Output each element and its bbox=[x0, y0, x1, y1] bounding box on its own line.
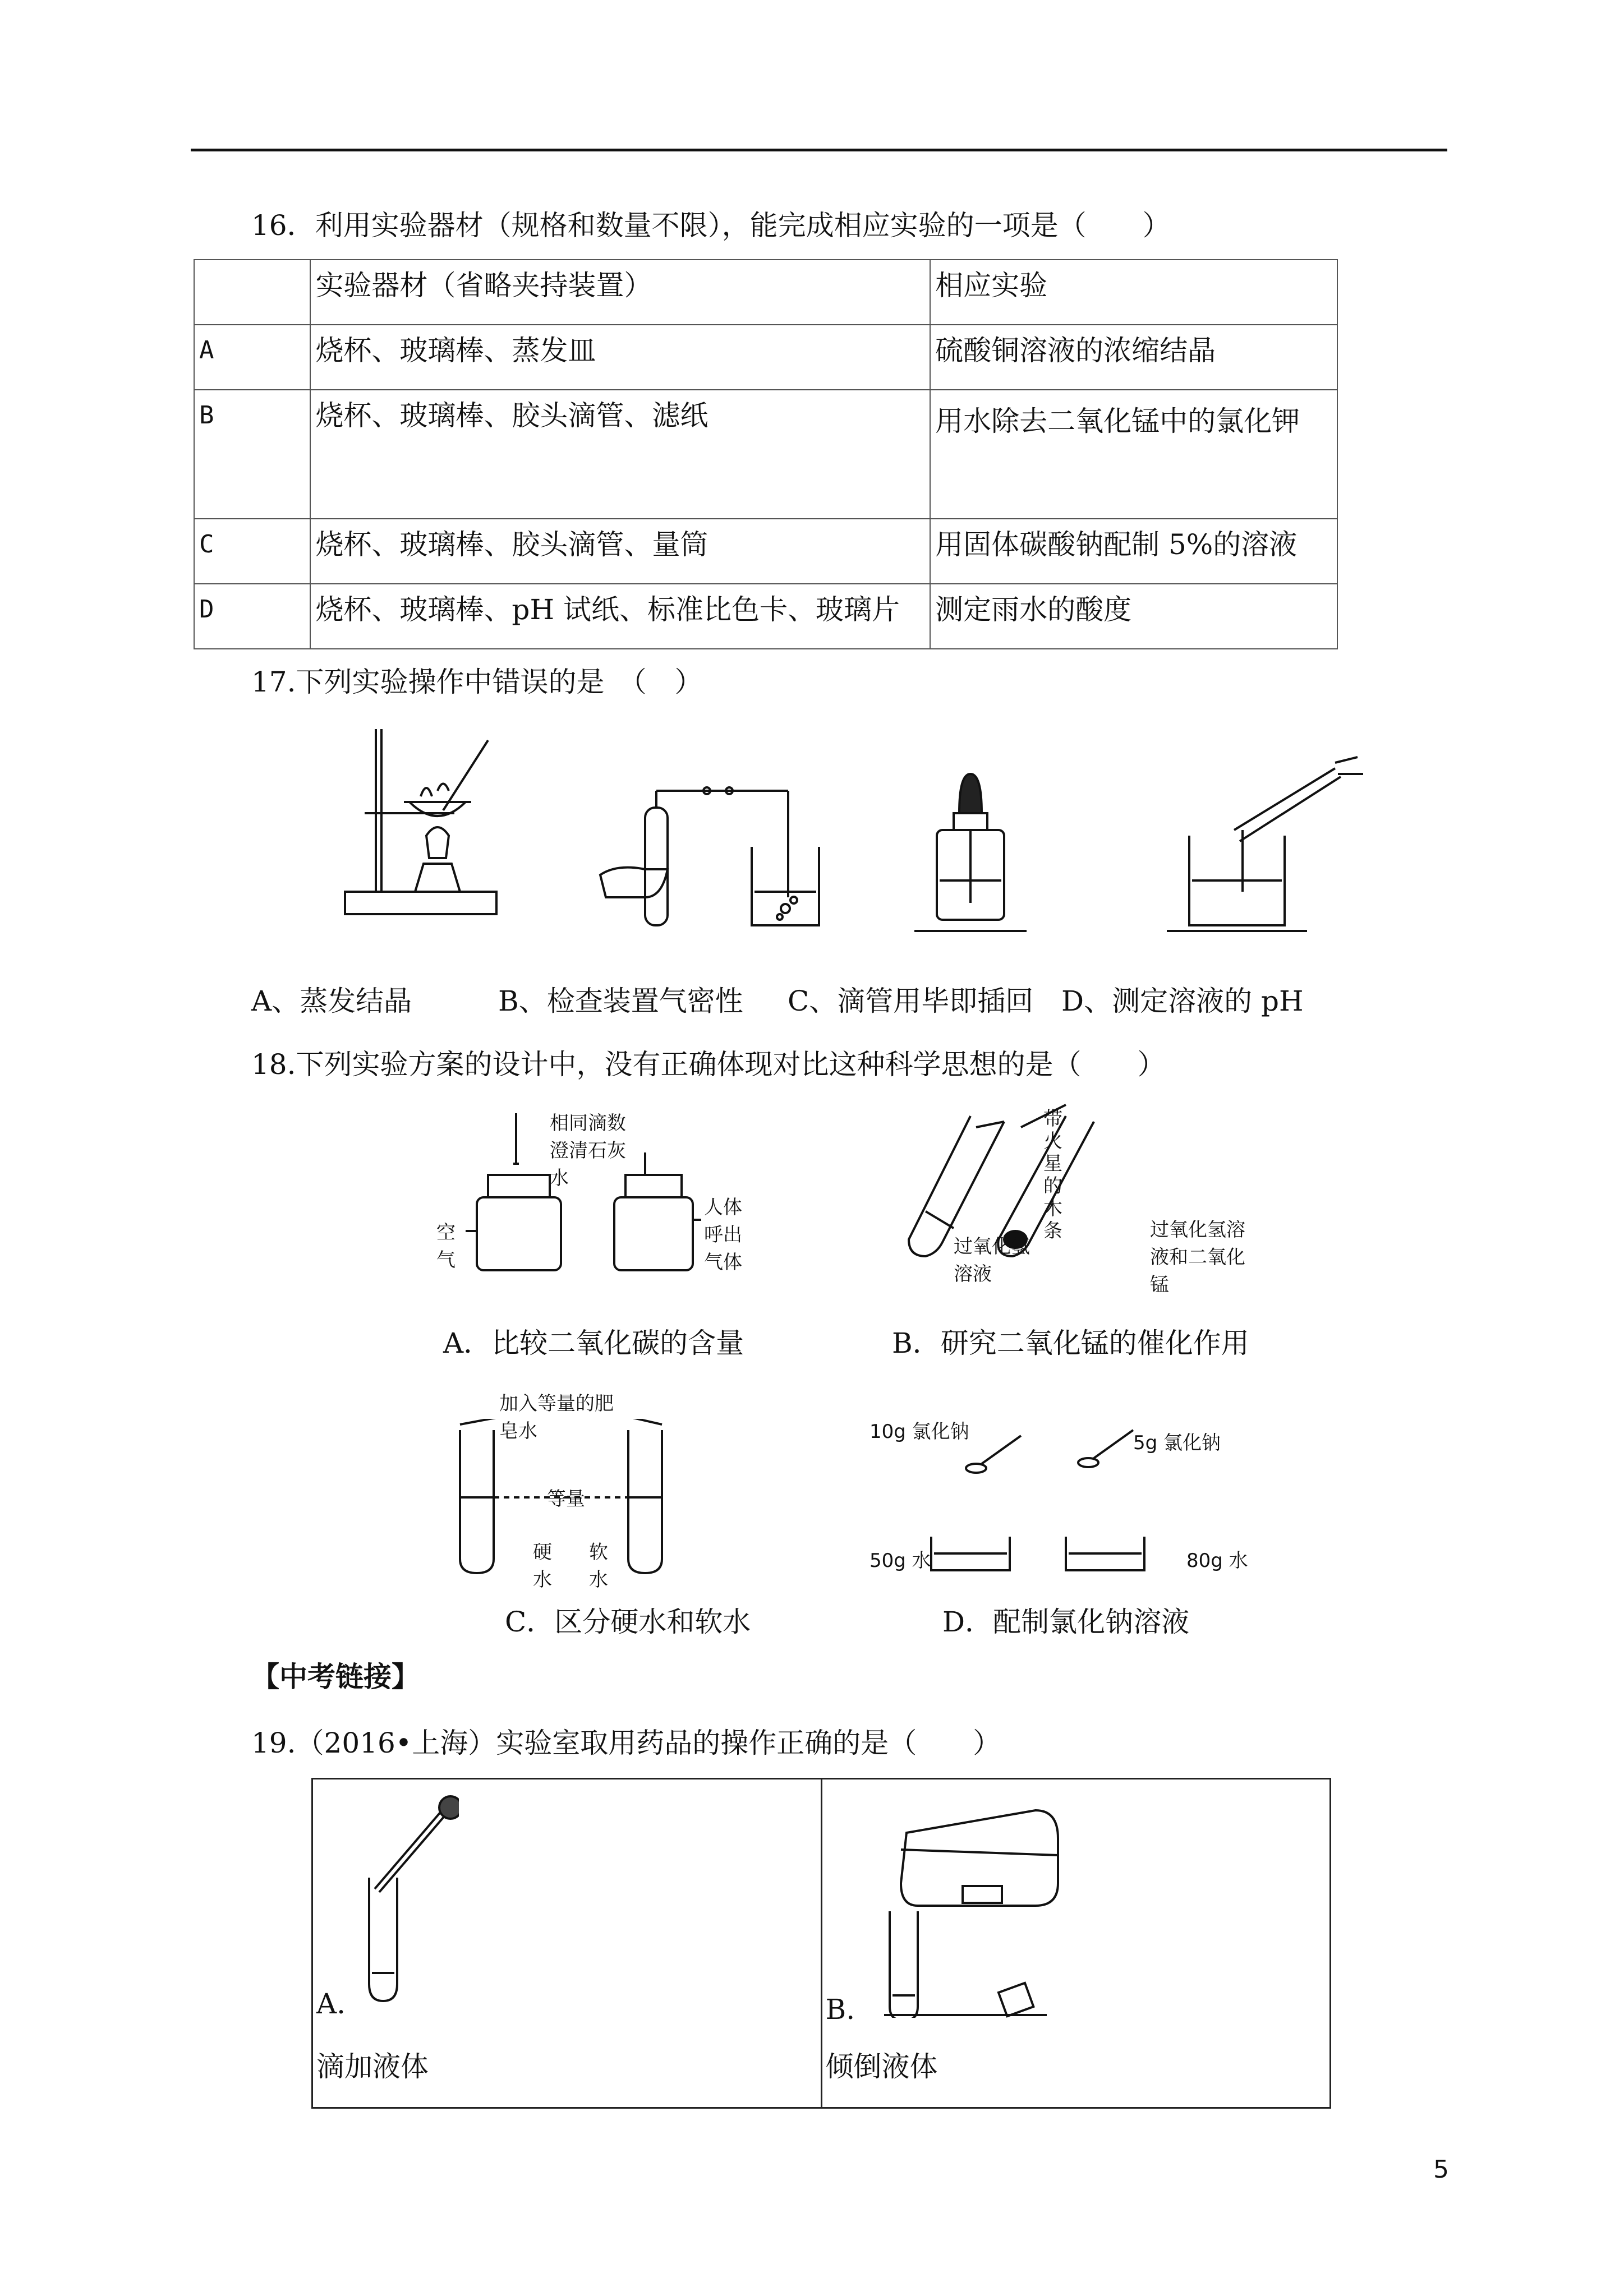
equipment-cell: 烧杯、玻璃棒、胶头滴管、量筒 bbox=[310, 519, 930, 584]
experiment-cell: 测定雨水的酸度 bbox=[930, 584, 1337, 649]
experiment-cell: 硫酸铜溶液的浓缩结晶 bbox=[930, 325, 1337, 390]
q16-question: 16．利用实验器材（规格和数量不限），能完成相应实验的一项是（ ） bbox=[251, 209, 1171, 242]
q19-cell-b bbox=[821, 1779, 1331, 2108]
q17-option-b: B、检查装置气密性 bbox=[498, 985, 743, 1017]
soft-water-label: 软水 bbox=[589, 1541, 608, 1591]
hard-water-label: 硬水 bbox=[533, 1541, 552, 1591]
experiment-cell: 用固体碳酸钠配制 5%的溶液 bbox=[930, 519, 1337, 584]
table-header-exp: 相应实验 bbox=[930, 260, 1337, 325]
equipment-cell: 烧杯、玻璃棒、胶头滴管、滤纸 bbox=[310, 390, 930, 519]
q17-option-d: D、测定溶液的 pH bbox=[1061, 985, 1304, 1017]
table-row bbox=[194, 390, 1337, 519]
table-header-row bbox=[194, 260, 1337, 325]
glowing-splint-label: 带火星的木条 bbox=[1043, 1108, 1062, 1242]
q19-table bbox=[311, 1778, 1331, 2109]
h2o2-label: 过氧化氢溶液 bbox=[954, 1235, 1030, 1285]
q17-question: 17.下列实验操作中错误的是 （ ） bbox=[251, 666, 703, 698]
page-number: 5 bbox=[1433, 2155, 1449, 2184]
table-row bbox=[194, 519, 1337, 584]
lime-water-label: 相同滴数澄清石灰水 bbox=[550, 1112, 626, 1190]
water-50g-label: 50g 水 bbox=[869, 1550, 931, 1572]
evaporation-apparatus-figure bbox=[342, 723, 505, 937]
air-label: 空气 bbox=[436, 1221, 456, 1271]
q16-table bbox=[194, 259, 1338, 649]
experiment-cell: 用水除去二氧化锰中的氯化钾 bbox=[930, 390, 1337, 519]
q18-option-a: A．比较二氧化碳的含量 bbox=[443, 1327, 744, 1359]
option-letter: A bbox=[194, 325, 310, 390]
q17-option-a: A、蒸发结晶 bbox=[251, 985, 412, 1017]
option-letter: D bbox=[194, 584, 310, 649]
q17-option-c: C、滴管用毕即插回 bbox=[788, 985, 1034, 1017]
airtightness-check-figure bbox=[595, 785, 830, 937]
exhaled-air-label: 人体呼出气体 bbox=[704, 1196, 742, 1274]
q19-cell-a bbox=[312, 1779, 822, 2108]
equipment-cell: 烧杯、玻璃棒、蒸发皿 bbox=[310, 325, 930, 390]
pouring-liquid-figure bbox=[867, 1794, 1069, 2018]
q19-option-b-letter: B. bbox=[825, 1993, 855, 2026]
option-letter: C bbox=[194, 519, 310, 584]
table-cell bbox=[194, 260, 310, 325]
q19-option-b-caption: 倾倒液体 bbox=[825, 2050, 938, 2083]
table-header-equip: 实验器材（省略夹持装置） bbox=[310, 260, 930, 325]
table-row bbox=[194, 325, 1337, 390]
q18-question: 18.下列实验方案的设计中，没有正确体现对比这种科学思想的是（ ） bbox=[251, 1048, 1166, 1081]
nacl-10g-label: 10g 氯化钠 bbox=[869, 1421, 969, 1443]
exam-link-title: 【中考链接】 bbox=[251, 1660, 420, 1693]
q19-option-a-letter: A. bbox=[316, 1988, 346, 2020]
equal-amount-label: 等量 bbox=[547, 1488, 585, 1510]
q18-option-c: C．区分硬水和软水 bbox=[505, 1606, 751, 1638]
q19-question: 19.（2016•上海）实验室取用药品的操作正确的是（ ） bbox=[251, 1727, 1001, 1759]
nacl-5g-label: 5g 氯化钠 bbox=[1133, 1432, 1221, 1454]
equipment-cell: 烧杯、玻璃棒、pH 试纸、标准比色卡、玻璃片 bbox=[310, 584, 930, 649]
table-row bbox=[194, 584, 1337, 649]
q18-option-d: D．配制氯化钠溶液 bbox=[942, 1606, 1190, 1638]
option-letter: B bbox=[194, 390, 310, 519]
dropping-liquid-figure bbox=[347, 1794, 459, 2007]
h2o2-mno2-label: 过氧化氢溶液和二氧化锰 bbox=[1150, 1219, 1245, 1296]
water-80g-label: 80g 水 bbox=[1186, 1550, 1248, 1572]
header-rule bbox=[191, 149, 1447, 151]
dropper-bottle-figure bbox=[914, 768, 1027, 937]
ph-measurement-figure bbox=[1144, 751, 1369, 937]
q18-option-b: B．研究二氧化锰的催化作用 bbox=[892, 1327, 1249, 1359]
q19-option-a-caption: 滴加液体 bbox=[316, 2050, 429, 2083]
soap-water-label: 加入等量的肥皂水 bbox=[499, 1393, 614, 1442]
